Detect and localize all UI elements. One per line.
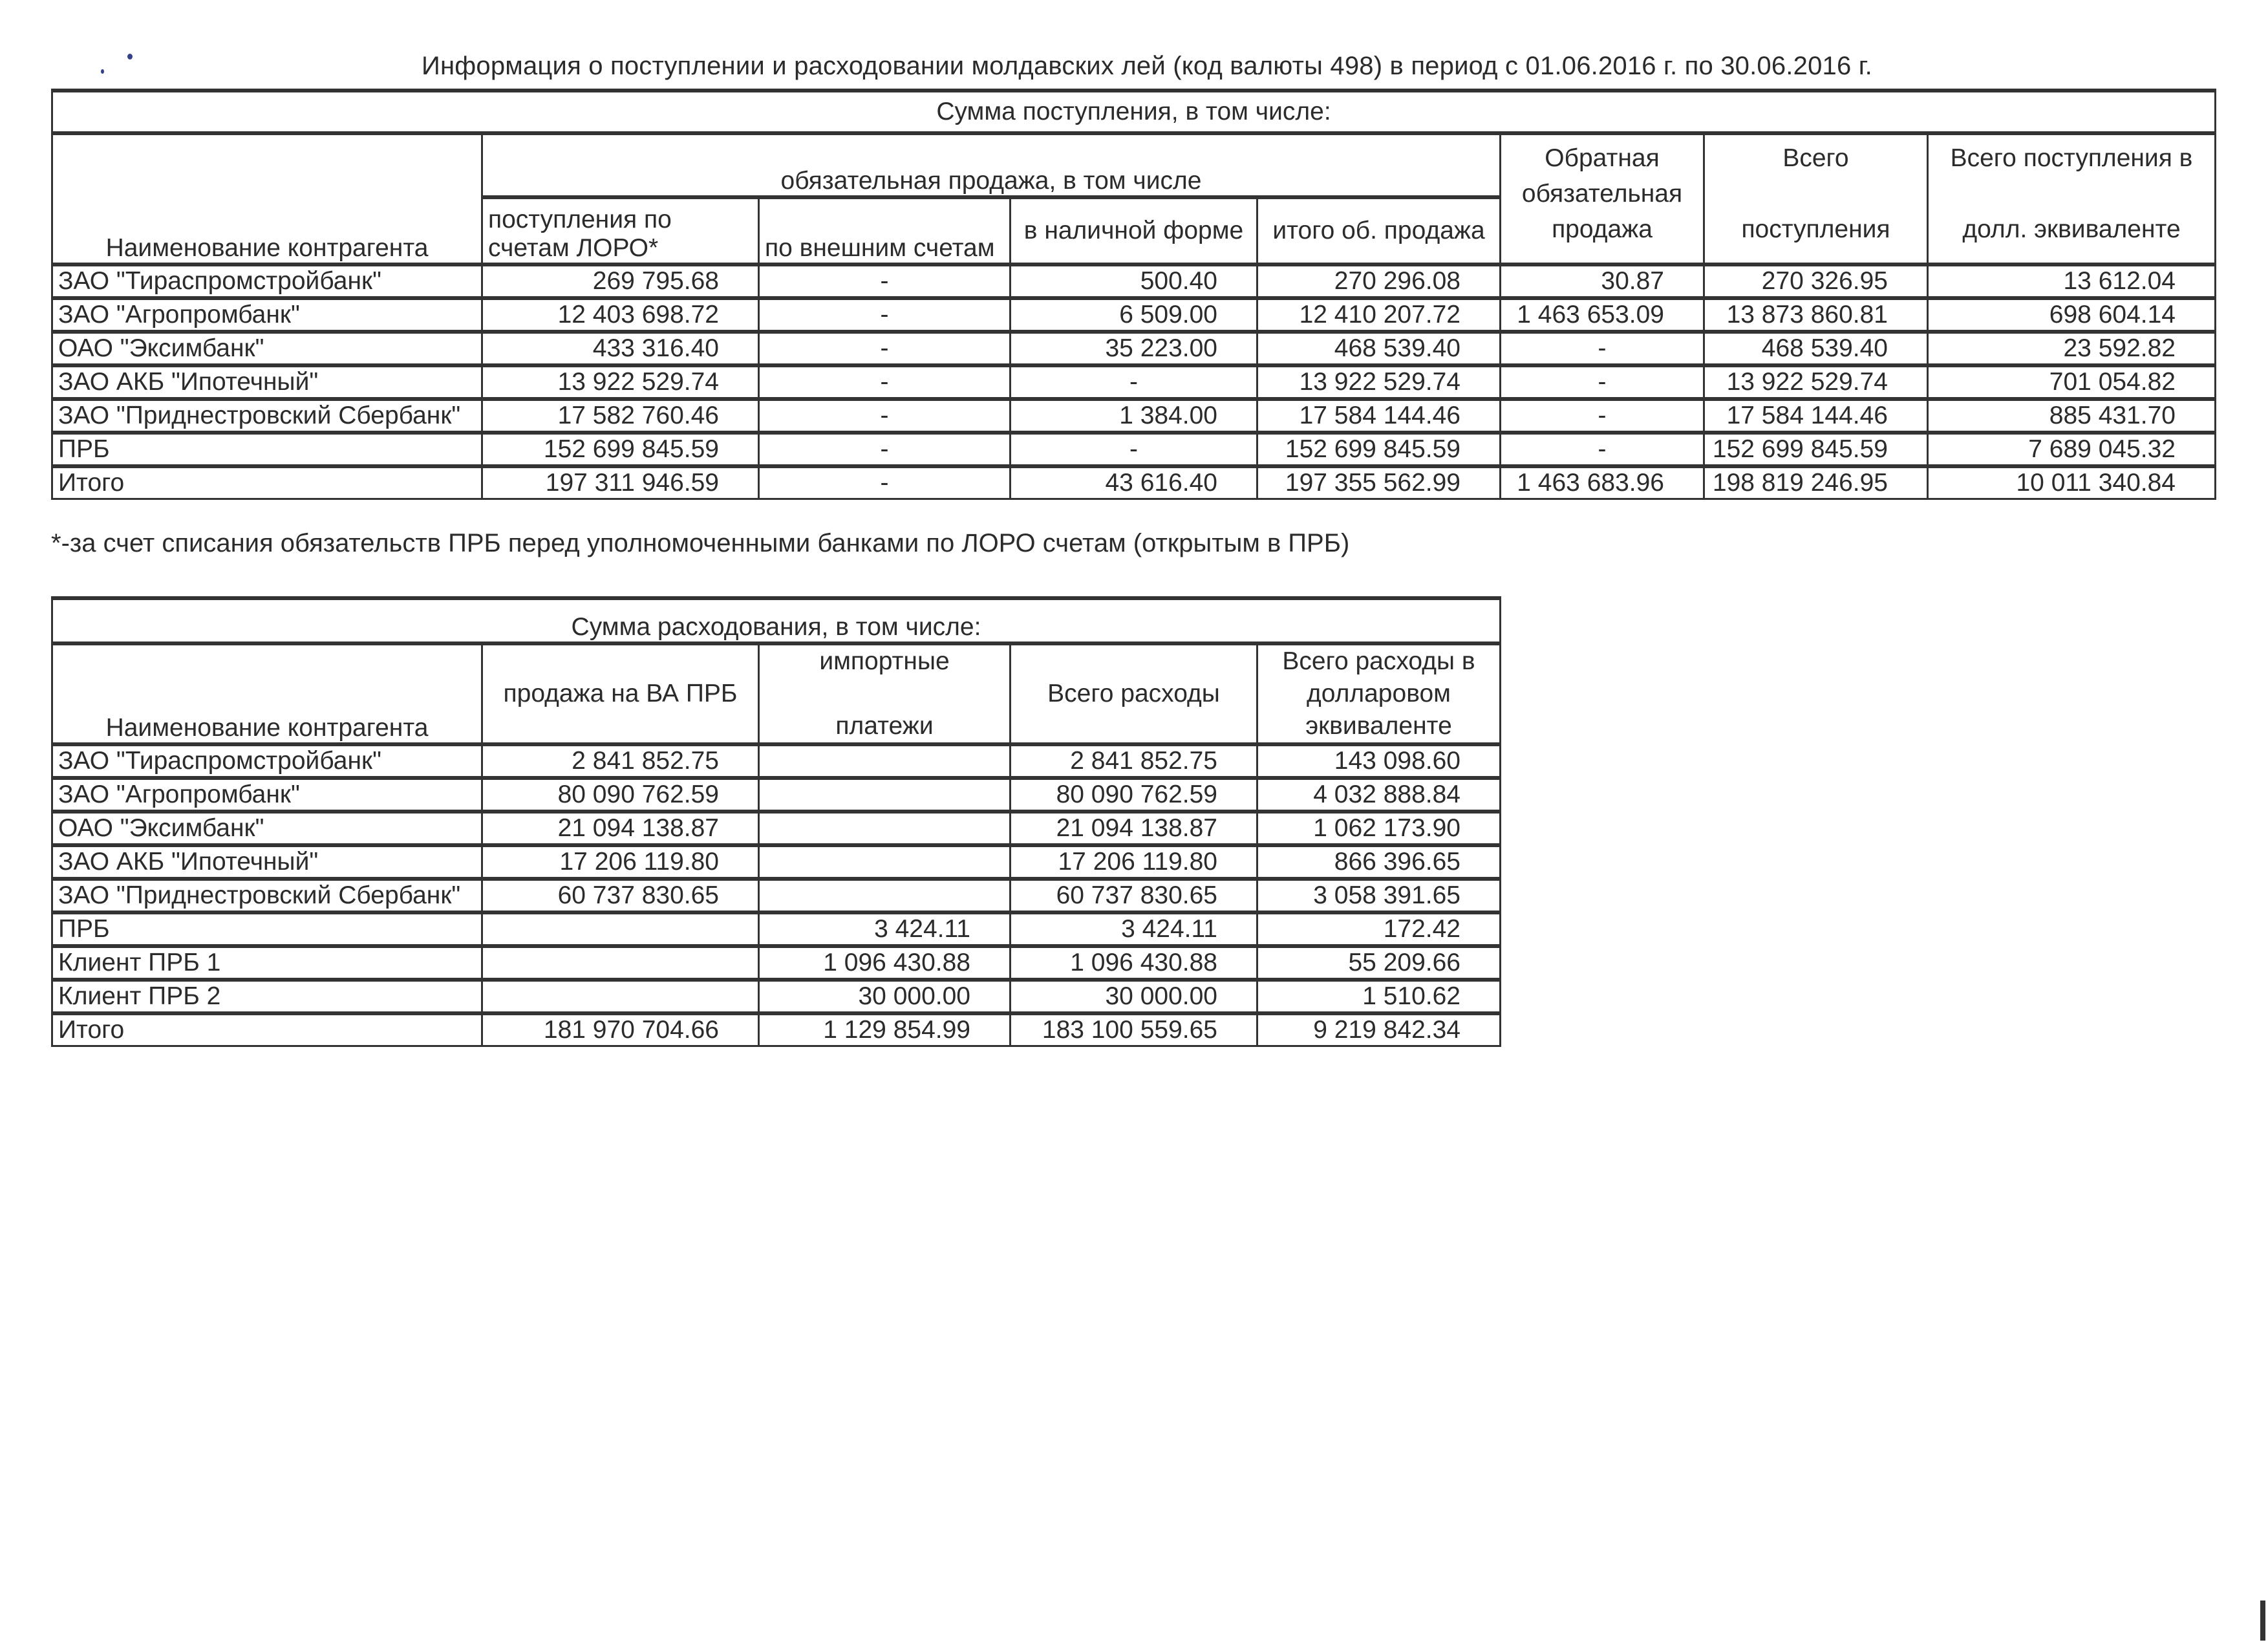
cell-sale: 17 206 119.80 bbox=[482, 845, 759, 879]
cell-name: Итого bbox=[52, 466, 482, 499]
cell-external: - bbox=[759, 466, 1011, 499]
cell-usd: 13 612.04 bbox=[1928, 264, 2216, 298]
header-total bbox=[1704, 133, 1928, 264]
scan-edge-mark bbox=[2260, 1600, 2265, 1641]
cell-name: ЗАО "Агропромбанк" bbox=[52, 298, 482, 332]
cell-reverse: - bbox=[1501, 332, 1704, 365]
cell-sale bbox=[482, 980, 759, 1013]
cell-cash: 35 223.00 bbox=[1011, 332, 1257, 365]
cell-total: 30 000.00 bbox=[1011, 980, 1257, 1013]
cell-usd: 701 054.82 bbox=[1928, 365, 2216, 399]
header-reverse-line1: Обратная bbox=[1545, 144, 1660, 172]
cell-total: 13 922 529.74 bbox=[1704, 365, 1928, 399]
cell-total: 80 090 762.59 bbox=[1011, 778, 1257, 812]
cell-name: ОАО "Эксимбанк" bbox=[52, 812, 482, 845]
header-external: по внешним счетам bbox=[759, 197, 1011, 264]
cell-name: ЗАО "Тираспромстройбанк" bbox=[52, 264, 482, 298]
cell-total: 1 096 430.88 bbox=[1011, 946, 1257, 980]
cell-cash: - bbox=[1011, 365, 1257, 399]
cell-cash: - bbox=[1011, 433, 1257, 466]
table-row bbox=[52, 399, 2216, 433]
cell-name: ПРБ bbox=[52, 433, 482, 466]
header-mandatory-sale bbox=[482, 133, 1501, 197]
cell-total: 17 584 144.46 bbox=[1704, 399, 1928, 433]
cell-usd: 866 396.65 bbox=[1257, 845, 1501, 879]
cell-external: - bbox=[759, 264, 1011, 298]
cell-loro: 12 403 698.72 bbox=[482, 298, 759, 332]
table-row bbox=[52, 845, 1501, 879]
header-sale: продажа на ВА ПРБ bbox=[482, 643, 759, 744]
cell-cash: 43 616.40 bbox=[1011, 466, 1257, 499]
table-row bbox=[52, 1013, 1501, 1046]
cell-loro: 433 316.40 bbox=[482, 332, 759, 365]
cell-cash: 1 384.00 bbox=[1011, 399, 1257, 433]
cell-total: 3 424.11 bbox=[1011, 912, 1257, 946]
header-usd-line2: долл. эквиваленте bbox=[1962, 215, 2181, 243]
cell-usd: 1 062 173.90 bbox=[1257, 812, 1501, 845]
cell-reverse: 30.87 bbox=[1501, 264, 1704, 298]
cell-sale bbox=[482, 946, 759, 980]
cell-usd: 10 011 340.84 bbox=[1928, 466, 2216, 499]
cell-import: 30 000.00 bbox=[759, 980, 1011, 1013]
cell-loro: 152 699 845.59 bbox=[482, 433, 759, 466]
footnote: *-за счет списания обязательств ПРБ перед уполномоченными банками по ЛОРО счетам (открытым в ПРБ) bbox=[51, 529, 1350, 557]
header-usd: Всего расходы в долларовом эквиваленте bbox=[1257, 643, 1501, 744]
cell-usd: 143 098.60 bbox=[1257, 744, 1501, 778]
cell-reverse: - bbox=[1501, 399, 1704, 433]
cell-import bbox=[759, 879, 1011, 912]
table-row bbox=[52, 365, 2216, 399]
cell-total: 152 699 845.59 bbox=[1704, 433, 1928, 466]
header-name: Наименование контрагента bbox=[52, 133, 482, 264]
table-row bbox=[52, 778, 1501, 812]
cell-name: ЗАО "Тираспромстройбанк" bbox=[52, 744, 482, 778]
cell-usd: 9 219 842.34 bbox=[1257, 1013, 1501, 1046]
cell-usd: 55 209.66 bbox=[1257, 946, 1501, 980]
header-total-line2: поступления bbox=[1741, 215, 1890, 243]
cell-import bbox=[759, 778, 1011, 812]
cell-total-mandatory: 270 296.08 bbox=[1257, 264, 1501, 298]
cell-name: Клиент ПРБ 2 bbox=[52, 980, 482, 1013]
cell-sale bbox=[482, 912, 759, 946]
income-table bbox=[51, 89, 2216, 500]
cell-name: ЗАО АКБ "Ипотечный" bbox=[52, 845, 482, 879]
cell-total: 13 873 860.81 bbox=[1704, 298, 1928, 332]
header-total-line1: Всего bbox=[1782, 144, 1849, 172]
header-reverse bbox=[1501, 133, 1704, 264]
expense-table bbox=[51, 596, 1501, 1047]
table-row bbox=[52, 946, 1501, 980]
table-row bbox=[52, 744, 1501, 778]
header-loro: поступления по счетам ЛОРО* bbox=[482, 197, 759, 264]
header-reverse-line2: обязательная bbox=[1521, 180, 1683, 208]
cell-total: 183 100 559.65 bbox=[1011, 1013, 1257, 1046]
document-title: Информация о поступлении и расходовании молдавских лей (код валюты 498) в период с 01.06.2016 г. по 30.06.2016 г. bbox=[422, 52, 1872, 80]
header-usd-line1: Всего поступления в bbox=[1950, 144, 2193, 172]
cell-total-mandatory: 12 410 207.72 bbox=[1257, 298, 1501, 332]
cell-external: - bbox=[759, 433, 1011, 466]
cell-reverse: - bbox=[1501, 433, 1704, 466]
cell-import bbox=[759, 812, 1011, 845]
header-reverse-line3: продажа bbox=[1552, 215, 1653, 243]
cell-total: 270 326.95 bbox=[1704, 264, 1928, 298]
cell-external: - bbox=[759, 365, 1011, 399]
cell-name: ЗАО "Агропромбанк" bbox=[52, 778, 482, 812]
income-group-header: Сумма поступления, в том числе: bbox=[52, 91, 2216, 133]
cell-usd: 23 592.82 bbox=[1928, 332, 2216, 365]
cell-reverse: 1 463 683.96 bbox=[1501, 466, 1704, 499]
cell-total: 17 206 119.80 bbox=[1011, 845, 1257, 879]
header-usd bbox=[1928, 133, 2216, 264]
table-row bbox=[52, 298, 2216, 332]
cell-usd: 698 604.14 bbox=[1928, 298, 2216, 332]
cell-name: Клиент ПРБ 1 bbox=[52, 946, 482, 980]
table-row bbox=[52, 332, 2216, 365]
cell-total: 21 094 138.87 bbox=[1011, 812, 1257, 845]
cell-import: 1 096 430.88 bbox=[759, 946, 1011, 980]
cell-name: ЗАО "Приднестровский Сбербанк" bbox=[52, 399, 482, 433]
cell-sale: 2 841 852.75 bbox=[482, 744, 759, 778]
cell-sale: 181 970 704.66 bbox=[482, 1013, 759, 1046]
cell-cash: 500.40 bbox=[1011, 264, 1257, 298]
header-import-line1: импортные bbox=[819, 647, 950, 675]
cell-reverse: 1 463 653.09 bbox=[1501, 298, 1704, 332]
cell-import: 3 424.11 bbox=[759, 912, 1011, 946]
header-total: Всего расходы bbox=[1011, 643, 1257, 744]
cell-loro: 17 582 760.46 bbox=[482, 399, 759, 433]
cell-name: ЗАО "Приднестровский Сбербанк" bbox=[52, 879, 482, 912]
cell-loro: 197 311 946.59 bbox=[482, 466, 759, 499]
table-row bbox=[52, 879, 1501, 912]
cell-total-mandatory: 17 584 144.46 bbox=[1257, 399, 1501, 433]
header-import-line2: платежи bbox=[835, 712, 934, 740]
cell-total: 198 819 246.95 bbox=[1704, 466, 1928, 499]
cell-usd: 172.42 bbox=[1257, 912, 1501, 946]
table-row bbox=[52, 433, 2216, 466]
cell-total: 60 737 830.65 bbox=[1011, 879, 1257, 912]
cell-name: ПРБ bbox=[52, 912, 482, 946]
cell-external: - bbox=[759, 298, 1011, 332]
cell-external: - bbox=[759, 332, 1011, 365]
cell-cash: 6 509.00 bbox=[1011, 298, 1257, 332]
cell-usd: 3 058 391.65 bbox=[1257, 879, 1501, 912]
cell-loro: 269 795.68 bbox=[482, 264, 759, 298]
table-row bbox=[52, 980, 1501, 1013]
cell-sale: 21 094 138.87 bbox=[482, 812, 759, 845]
cell-usd: 885 431.70 bbox=[1928, 399, 2216, 433]
cell-import bbox=[759, 845, 1011, 879]
table-row bbox=[52, 912, 1501, 946]
table-row bbox=[52, 812, 1501, 845]
cell-usd: 1 510.62 bbox=[1257, 980, 1501, 1013]
cell-name: ЗАО АКБ "Ипотечный" bbox=[52, 365, 482, 399]
header-name: Наименование контрагента bbox=[52, 643, 482, 744]
cell-import: 1 129 854.99 bbox=[759, 1013, 1011, 1046]
expense-group-header: Сумма расходования, в том числе: bbox=[52, 598, 1501, 643]
cell-usd: 7 689 045.32 bbox=[1928, 433, 2216, 466]
cell-usd: 4 032 888.84 bbox=[1257, 778, 1501, 812]
cell-total: 2 841 852.75 bbox=[1011, 744, 1257, 778]
header-cash: в наличной форме bbox=[1011, 197, 1257, 264]
header-mandatory-sale-label: обязательная продажа, в том числе bbox=[780, 167, 1202, 195]
table-row bbox=[52, 264, 2216, 298]
cell-external: - bbox=[759, 399, 1011, 433]
cell-total-mandatory: 197 355 562.99 bbox=[1257, 466, 1501, 499]
table-row bbox=[52, 466, 2216, 499]
cell-name: ОАО "Эксимбанк" bbox=[52, 332, 482, 365]
cell-total: 468 539.40 bbox=[1704, 332, 1928, 365]
cell-name: Итого bbox=[52, 1013, 482, 1046]
header-total-mandatory: итого об. продажа bbox=[1257, 197, 1501, 264]
cell-loro: 13 922 529.74 bbox=[482, 365, 759, 399]
header-import bbox=[759, 643, 1011, 744]
cell-sale: 80 090 762.59 bbox=[482, 778, 759, 812]
cell-import bbox=[759, 744, 1011, 778]
cell-sale: 60 737 830.65 bbox=[482, 879, 759, 912]
cell-total-mandatory: 152 699 845.59 bbox=[1257, 433, 1501, 466]
cell-reverse: - bbox=[1501, 365, 1704, 399]
cell-total-mandatory: 468 539.40 bbox=[1257, 332, 1501, 365]
cell-total-mandatory: 13 922 529.74 bbox=[1257, 365, 1501, 399]
